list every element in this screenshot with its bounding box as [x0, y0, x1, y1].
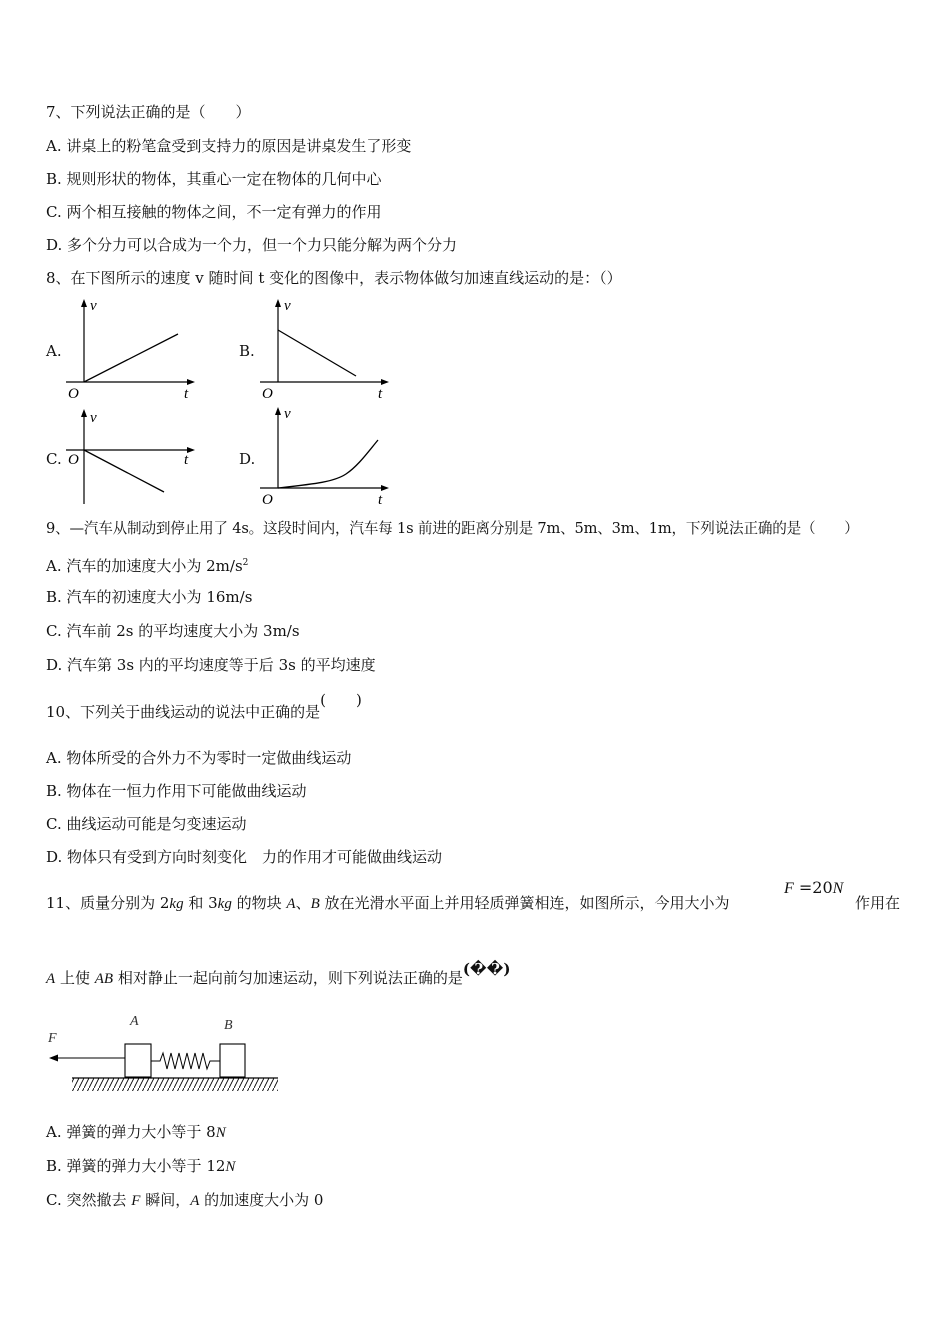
q11-fig-label-b: B	[224, 1018, 233, 1033]
q8-graph-a-label: A.	[46, 342, 62, 360]
q10-paren: ( )	[320, 691, 362, 709]
q7-option-b: B. 规则形状的物体，其重心一定在物体的几何中心	[46, 170, 382, 188]
q8-graph-d-o: O	[262, 492, 273, 508]
q8-graph-d	[254, 402, 394, 508]
q11-fig-label-a: A	[130, 1014, 139, 1029]
q8-graph-b	[254, 296, 394, 400]
q11-block-b	[220, 1044, 245, 1077]
q7-option-c: C. 两个相互接触的物体之间，不一定有弹力的作用	[46, 203, 382, 221]
q11-option-b: B. 弹簧的弹力大小等于 12N	[46, 1157, 236, 1175]
q9-stem: 9、—汽车从制动到停止用了 4s。这段时间内，汽车每 1s 前进的距离分别是 7m、5m、3m、1m，下列说法正确的是（ ）	[46, 520, 859, 537]
q10-option-d: D. 物体只有受到方向时刻变化 力的作用才可能做曲线运动	[46, 848, 443, 866]
q8-graph-c-o: O	[68, 452, 79, 468]
q9-option-c: C. 汽车前 2s 的平均速度大小为 3m/s	[46, 622, 300, 640]
q8-graph-c-t: t	[184, 452, 189, 468]
q8-graph-a-o: O	[68, 386, 79, 400]
q11-fig-label-f: F	[48, 1031, 57, 1046]
q7-option-d: D. 多个分力可以合成为一个力，但一个力只能分解为两个分力	[46, 236, 458, 254]
q8-graph-d-v: v	[284, 406, 291, 422]
q11-force-arrow	[49, 1055, 58, 1062]
q8-graph-c-v: v	[90, 410, 97, 426]
q11-stem-line1-end: 作用在	[855, 894, 901, 912]
q10-stem: 10、下列关于曲线运动的说法中正确的是( )	[46, 691, 362, 721]
q10-option-c: C. 曲线运动可能是匀变速运动	[46, 815, 247, 833]
q8-graph-c	[60, 406, 200, 510]
q8-graph-d-t: t	[378, 492, 383, 508]
q11-stem-line2: A 上使 AB 相对静止一起向前匀加速运动，则下列说法正确的是(��)	[46, 960, 511, 987]
q9-option-a: A. 汽车的加速度大小为 $2m/s^2$	[46, 557, 249, 575]
q11-force-equation: F =20N	[784, 878, 844, 897]
q8-graph-a-v: v	[90, 298, 97, 314]
q11-option-a: A. 弹簧的弹力大小等于 8N	[46, 1123, 226, 1141]
q8-graph-b-label: B.	[239, 342, 255, 360]
q9-option-d: D. 汽车第 3s 内的平均速度等于后 3s 的平均速度	[46, 656, 376, 674]
q8-graph-d-label: D.	[239, 450, 256, 468]
q11-paren: (��)	[462, 960, 511, 978]
q10-option-b: B. 物体在一恒力作用下可能做曲线运动	[46, 782, 307, 800]
q8-graph-b-o: O	[262, 386, 273, 400]
q11-spring	[151, 1053, 220, 1069]
q8-stem: 8、在下图所示的速度 v 随时间 t 变化的图像中，表示物体做匀加速直线运动的是：（）	[46, 269, 622, 287]
q11-block-a	[125, 1044, 151, 1077]
q7-option-a: A. 讲桌上的粉笔盒受到支持力的原因是讲桌发生了形变	[46, 137, 412, 155]
q8-graph-c-label: C.	[46, 450, 62, 468]
q8-graph-a	[60, 296, 200, 400]
q11-stem-line1: 11、质量分别为 2kg 和 3kg 的物块 A、B 放在光滑水平面上并用轻质弹簧相连，如图所示，今用大小为	[46, 894, 730, 912]
q11-spring-figure	[44, 1008, 288, 1098]
q10-option-a: A. 物体所受的合外力不为零时一定做曲线运动	[46, 749, 352, 767]
q8-graph-b-t: t	[378, 386, 383, 400]
q7-stem: 7、下列说法正确的是（ ）	[46, 103, 251, 121]
q8-graph-a-t: t	[184, 386, 189, 400]
q9-option-b: B. 汽车的初速度大小为 16m/s	[46, 588, 253, 606]
q11-option-c: C. 突然撤去 F 瞬间，A 的加速度大小为 0	[46, 1191, 324, 1209]
q8-graph-b-v: v	[284, 298, 291, 314]
q9-option-a-sup: 2	[242, 558, 249, 568]
